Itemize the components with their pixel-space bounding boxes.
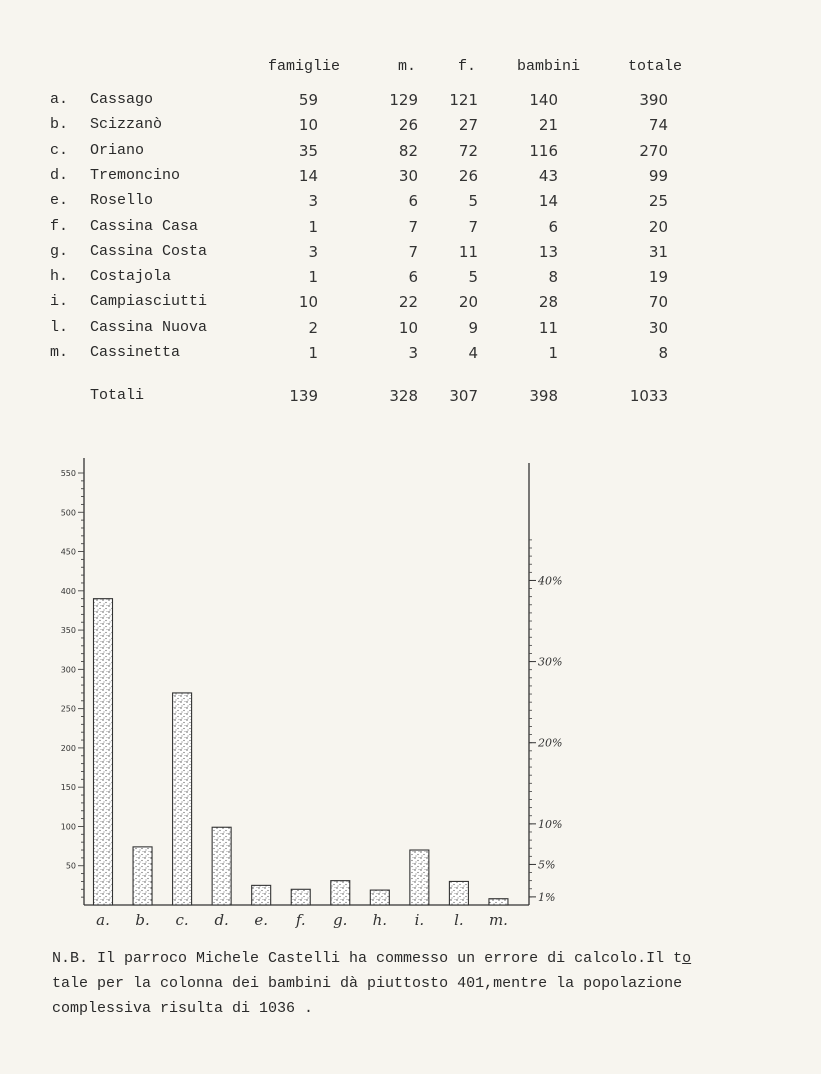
header-totale: totale [628, 58, 683, 75]
totals-label: Totali [90, 387, 145, 404]
x-category-label: e. [254, 911, 269, 929]
row-f: 121 [449, 91, 478, 109]
footnote [52, 946, 792, 1021]
row-letter: a. [50, 91, 69, 108]
x-category-label: f. [295, 911, 306, 929]
row-bambini: 28 [538, 293, 558, 312]
y-tick-label: 100 [60, 822, 76, 832]
population-bar-chart [0, 455, 821, 935]
row-letter: g. [50, 242, 69, 260]
row-f: 7 [468, 217, 478, 236]
x-category-label: i. [414, 911, 425, 929]
y-tick-label: 300 [60, 665, 76, 675]
row-totale: 270 [639, 141, 668, 160]
row-place: Tremoncino [90, 166, 181, 184]
row-letter: i. [50, 293, 69, 311]
row-famiglie: 2 [308, 318, 318, 337]
row-f: 5 [468, 268, 478, 287]
row-place: Rosello [90, 192, 154, 210]
header-bambini: bambini [517, 58, 581, 75]
y-tick-label: 450 [60, 547, 76, 557]
pct-tick-label: 30% [538, 655, 563, 669]
row-f: 20 [458, 293, 478, 312]
row-f: 27 [458, 116, 478, 135]
table-row [0, 268, 821, 292]
row-m: 7 [408, 217, 418, 236]
row-famiglie: 1 [308, 344, 318, 362]
x-category-label: b. [135, 911, 150, 929]
x-category-label: h. [372, 911, 388, 929]
bar-l [449, 881, 468, 905]
row-famiglie: 14 [298, 166, 318, 185]
row-bambini: 116 [529, 141, 558, 160]
row-famiglie: 10 [298, 116, 318, 135]
row-f: 9 [468, 318, 478, 337]
row-f: 4 [468, 344, 478, 362]
totals-row [0, 387, 821, 411]
footnote-underlined-o: o [682, 950, 692, 967]
table-row [0, 167, 821, 191]
row-famiglie: 3 [308, 242, 318, 261]
row-place: Costajola [90, 268, 172, 286]
row-totale: 74 [648, 116, 668, 135]
row-letter: f. [50, 217, 69, 235]
row-totale: 19 [648, 268, 668, 287]
bar-i [410, 850, 429, 905]
header-m: m. [398, 58, 417, 75]
bar-b [133, 847, 152, 905]
row-bambini: 8 [548, 268, 558, 287]
row-place: Cassago [90, 91, 154, 108]
row-place: Scizzanò [90, 116, 163, 134]
row-m: 6 [408, 268, 418, 287]
row-totale: 390 [639, 91, 668, 109]
totals-totale: 1033 [629, 387, 668, 405]
y-tick-label: 250 [60, 704, 76, 714]
y-tick-label: 50 [65, 861, 76, 871]
row-letter: d. [50, 166, 69, 184]
row-totale: 25 [648, 192, 668, 211]
bar-d [212, 827, 231, 905]
row-place: Cassina Costa [90, 242, 208, 260]
row-totale: 20 [648, 217, 668, 236]
row-m: 7 [408, 242, 418, 261]
row-totale: 8 [658, 344, 668, 362]
row-totale: 99 [648, 166, 668, 185]
row-bambini: 14 [538, 192, 558, 211]
header-f: f. [458, 58, 477, 75]
row-bambini: 140 [529, 91, 558, 109]
footnote-line-3: complessiva risulta di 1036 . [52, 1000, 314, 1017]
row-place: Cassina Nuova [90, 318, 208, 336]
row-m: 129 [389, 91, 418, 109]
row-totale: 31 [648, 242, 668, 261]
row-bambini: 13 [538, 242, 558, 261]
totals-m: 328 [389, 387, 418, 405]
header-famiglie: famiglie [268, 58, 341, 75]
pct-tick-label: 5% [538, 858, 556, 872]
row-f: 5 [468, 192, 478, 211]
row-m: 82 [398, 141, 418, 160]
table-row [0, 91, 821, 115]
y-tick-label: 400 [60, 586, 76, 596]
row-place: Campiasciutti [90, 293, 208, 311]
row-f: 26 [458, 166, 478, 185]
footnote-line-2: tale per la colonna dei bambini dà piuttosto 401,mentre la popolazione [52, 975, 683, 992]
row-letter: m. [50, 344, 69, 361]
bar-f [291, 889, 310, 905]
footnote-line-1 [52, 946, 792, 971]
row-famiglie: 10 [298, 293, 318, 312]
row-totale: 70 [648, 293, 668, 312]
table-row [0, 192, 821, 216]
x-category-label: c. [175, 911, 189, 929]
row-famiglie: 1 [308, 268, 318, 287]
pct-tick-label: 40% [538, 574, 563, 588]
row-famiglie: 3 [308, 192, 318, 211]
row-famiglie: 1 [308, 217, 318, 236]
pct-tick-label: 20% [538, 736, 563, 750]
bar-c [173, 693, 192, 905]
y-tick-label: 550 [60, 469, 76, 478]
row-letter: l. [50, 318, 69, 336]
bar-a [94, 599, 113, 905]
row-m: 22 [398, 293, 418, 312]
x-category-label: l. [454, 911, 464, 929]
row-m: 6 [408, 192, 418, 211]
totals-f: 307 [449, 387, 478, 405]
row-bambini: 1 [548, 344, 558, 362]
footnote-line-1-text: N.B. Il parroco Michele Castelli ha commesso un errore di calcolo.Il t [52, 950, 683, 967]
row-famiglie: 59 [298, 91, 318, 109]
row-f: 11 [458, 242, 478, 261]
table-row [0, 218, 821, 242]
row-bambini: 11 [538, 318, 558, 337]
x-category-label: a. [96, 911, 110, 929]
table-row [0, 116, 821, 140]
bar-h [370, 890, 389, 905]
x-category-label: d. [214, 911, 229, 929]
row-letter: c. [50, 141, 69, 159]
row-m: 10 [398, 318, 418, 337]
bar-m [489, 899, 508, 905]
row-place: Cassinetta [90, 344, 181, 361]
row-letter: e. [50, 192, 69, 210]
row-letter: h. [50, 268, 69, 286]
table-row [0, 293, 821, 317]
row-famiglie: 35 [298, 141, 318, 160]
pct-tick-label: 10% [538, 817, 563, 831]
y-tick-label: 500 [60, 508, 76, 518]
row-place: Cassina Casa [90, 217, 199, 235]
row-place: Oriano [90, 141, 145, 159]
y-tick-label: 150 [60, 783, 76, 793]
row-bambini: 6 [548, 217, 558, 236]
bar-e [252, 885, 271, 905]
table-row [0, 142, 821, 166]
row-bambini: 21 [538, 116, 558, 135]
x-category-label: m. [488, 911, 508, 929]
row-m: 3 [408, 344, 418, 362]
table-row [0, 243, 821, 267]
totals-bambini: 398 [529, 387, 558, 405]
x-category-label: g. [333, 911, 348, 929]
row-f: 72 [458, 141, 478, 160]
y-tick-label: 350 [60, 626, 76, 636]
y-tick-label: 200 [60, 743, 76, 753]
table-row [0, 319, 821, 343]
table-row [0, 344, 821, 368]
row-m: 30 [398, 166, 418, 185]
row-totale: 30 [648, 318, 668, 337]
row-m: 26 [398, 116, 418, 135]
totals-famiglie: 139 [289, 387, 318, 405]
bar-g [331, 881, 350, 905]
row-bambini: 43 [538, 166, 558, 185]
pct-tick-label: 1% [538, 890, 556, 904]
row-letter: b. [50, 116, 69, 134]
